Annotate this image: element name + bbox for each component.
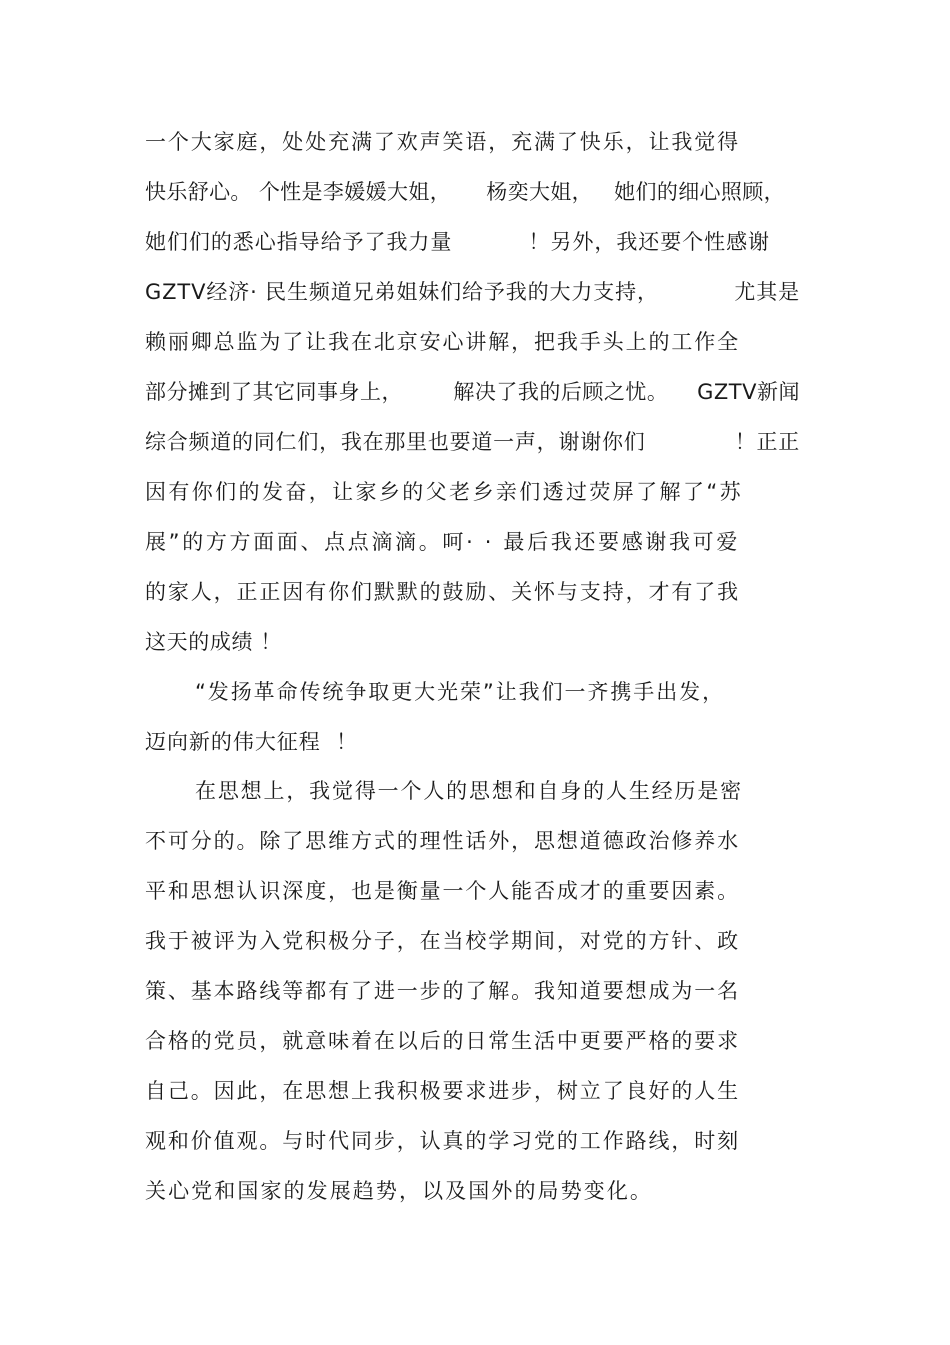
text-line: 观和价值观。与时代同步，认真的学习党的工作路线，时刻: [145, 1129, 740, 1153]
text-line: 部分摊到了其它同事身上， 解决了我的后顾之忧。 GZTV新闻: [145, 380, 800, 404]
text-line: 关心党和国家的发展趋势，以及国外的局势变化。: [145, 1179, 653, 1203]
text-line: 的家人，正正因有你们默默的鼓励、关怀与支持，才有了我: [145, 580, 740, 604]
text-line: 展”的方方面面、点点滴滴。呵· · 最后我还要感谢我可爱: [145, 530, 740, 554]
text-line: 我于被评为入党积极分子，在当校学期间，对党的方针、政: [145, 929, 740, 953]
text-line: 一个大家庭，处处充满了欢声笑语，充满了快乐，让我觉得: [145, 130, 740, 154]
text-line: 合格的党员，就意味着在以后的日常生活中更要严格的要求: [145, 1029, 740, 1053]
text-line: 综合频道的同仁们，我在那里也要道一声，谢谢你们 ！正正: [145, 430, 800, 454]
text-line: 她们们的悉心指导给予了我力量 ！另外，我还要个性感谢: [145, 230, 770, 254]
text-line: 快乐舒心。 个性是李媛媛大姐， 杨奕大姐， 她们的细心照顾，: [145, 180, 785, 204]
text-line: 迈向新的伟大征程 ！: [145, 730, 358, 754]
text-line: 这天的成绩 ！: [145, 630, 282, 654]
text-line: 平和思想认识深度，也是衡量一个人能否成才的重要因素。: [145, 879, 740, 903]
text-line: 策、基本路线等都有了进一步的了解。我知道要想成为一名: [145, 979, 740, 1003]
text-line: 在思想上，我觉得一个人的思想和自身的人生经历是密: [195, 779, 743, 803]
text-line: 自己。因此，在思想上我积极要求进步，树立了良好的人生: [145, 1079, 740, 1103]
text-line: GZTV经济· 民生频道兄弟姐妹们给予我的大力支持， 尤其是: [145, 280, 800, 304]
text-line: 因有你们的发奋，让家乡的父老乡亲们透过荧屏了解了“苏: [145, 480, 743, 504]
text-line: 赖丽卿总监为了让我在北京安心讲解，把我手头上的工作全: [145, 330, 740, 354]
text-line: 不可分的。除了思维方式的理性话外，思想道德政治修养水: [145, 829, 740, 853]
text-line: “发扬革命传统争取更大光荣”让我们一齐携手出发，: [195, 680, 725, 704]
